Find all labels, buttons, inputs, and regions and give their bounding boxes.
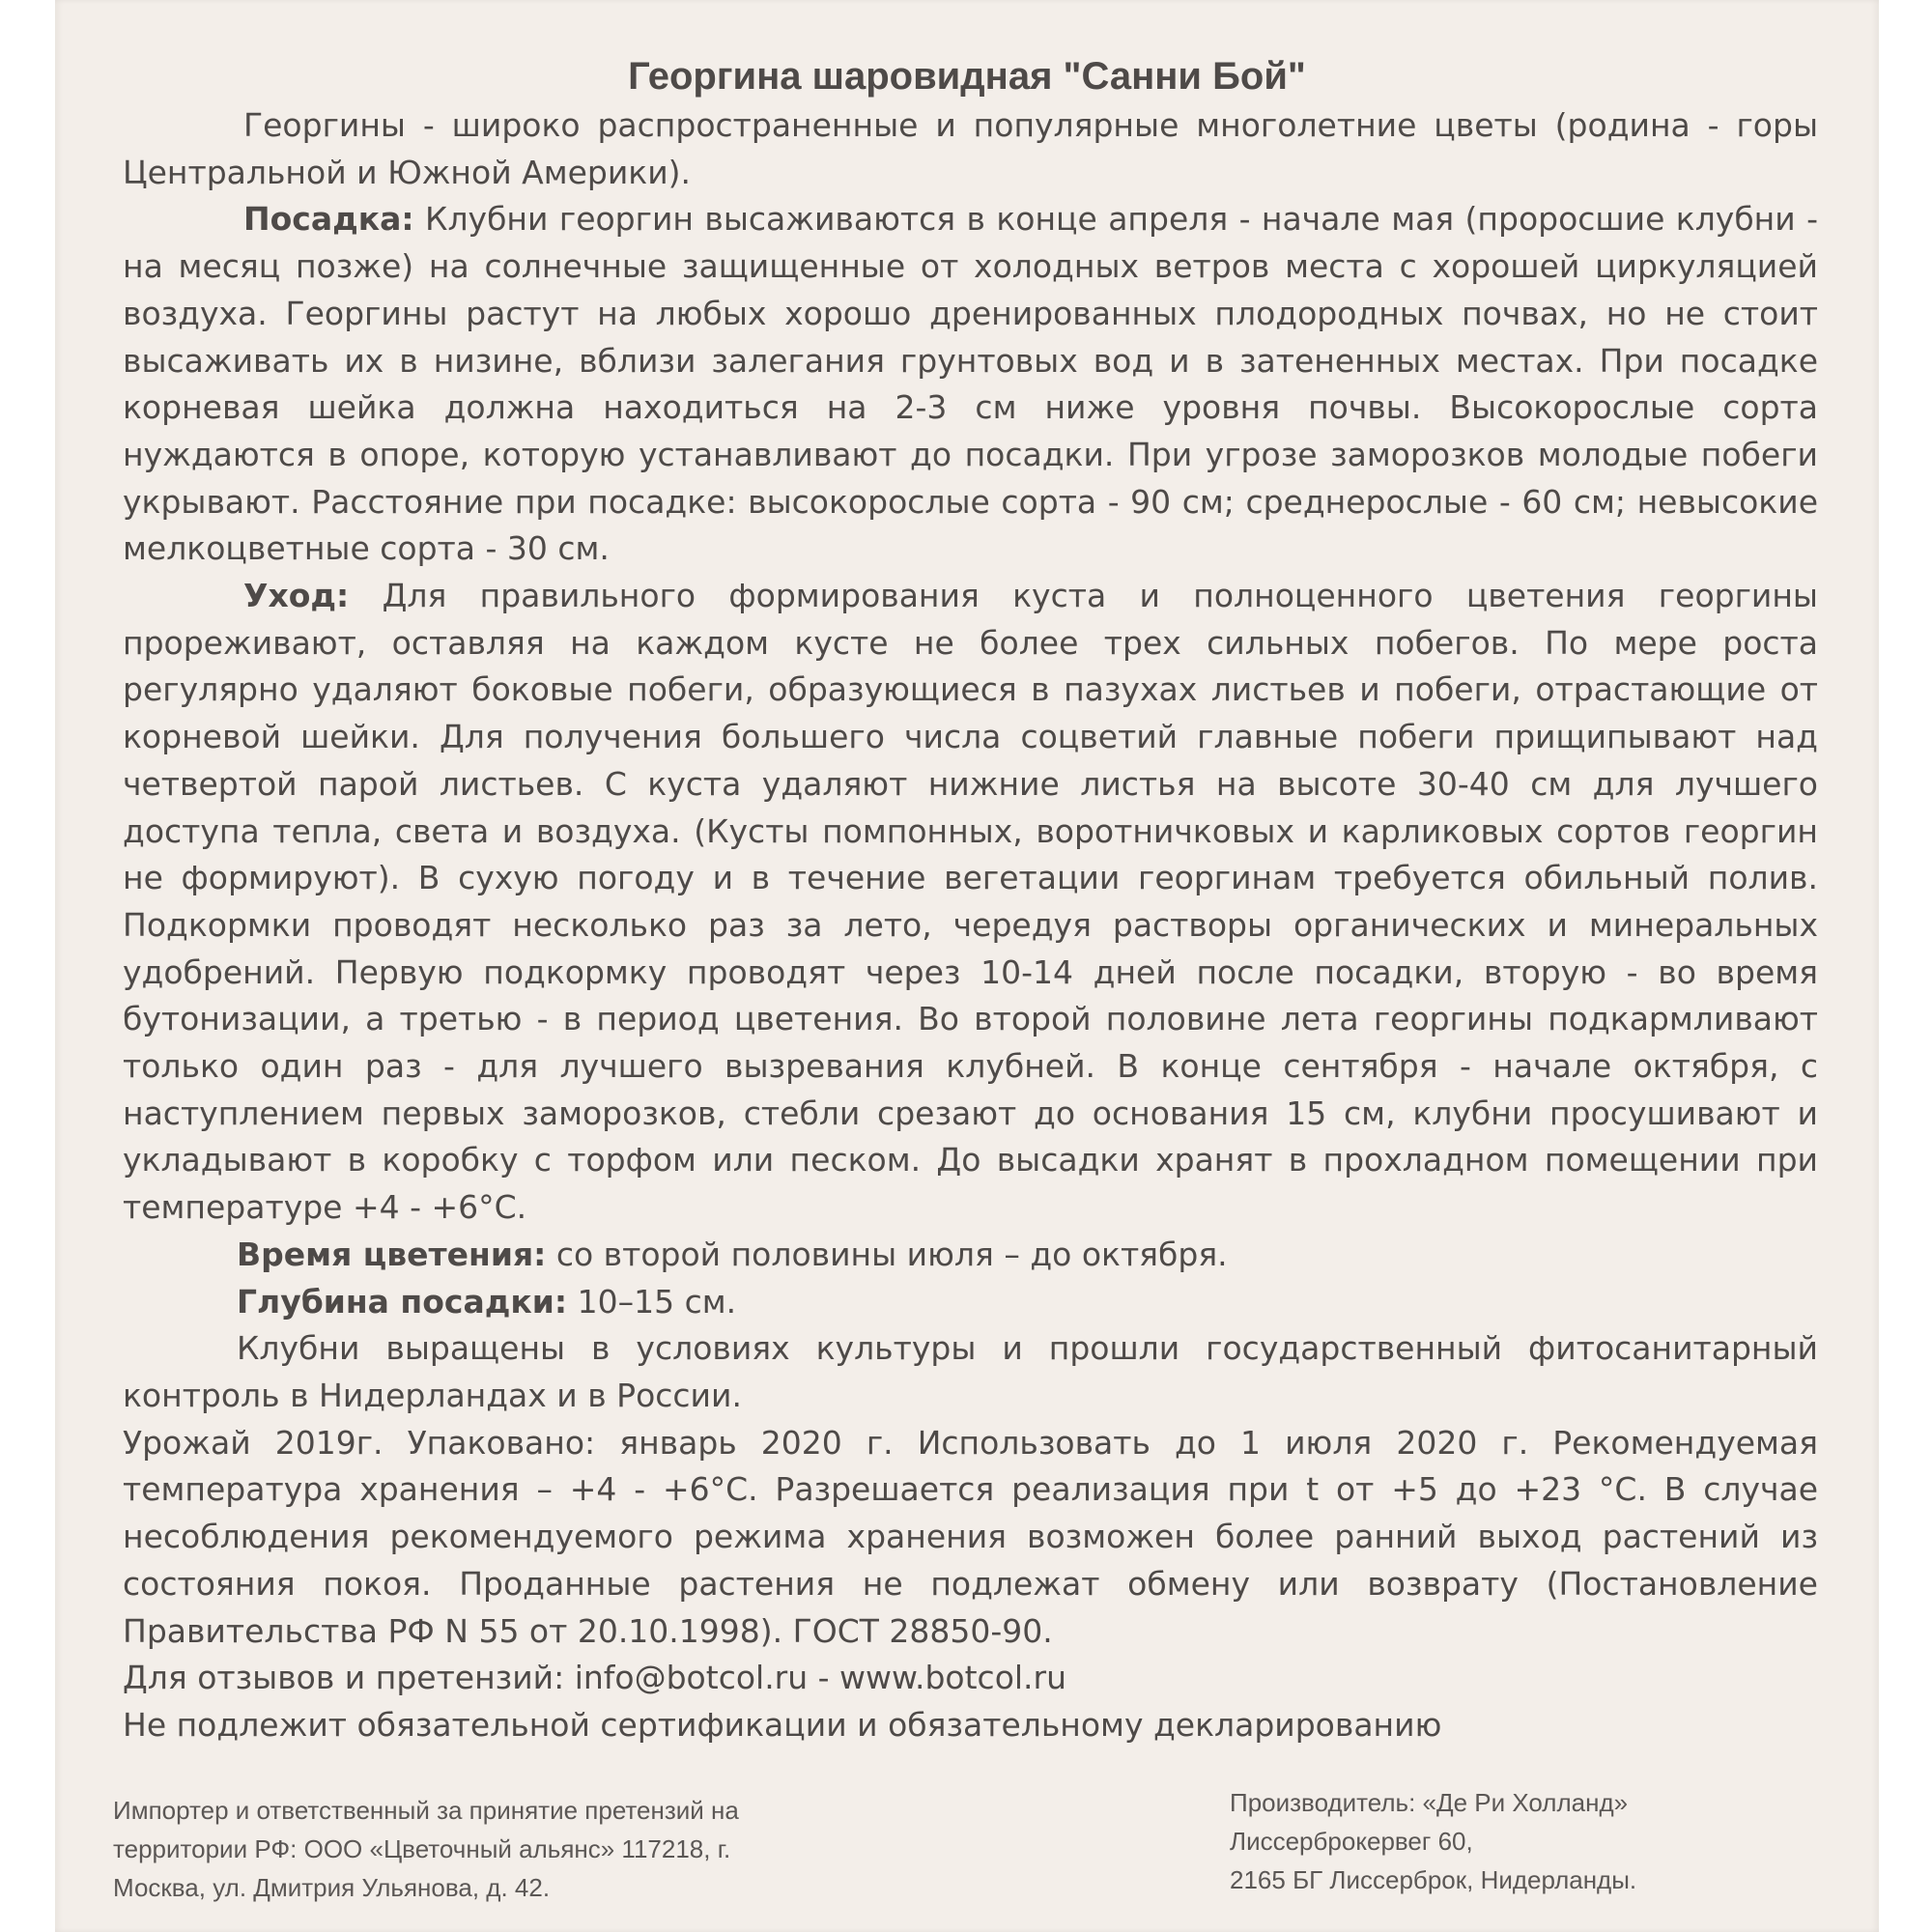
importer-line: Москва, ул. Дмитрия Ульянова, д. 42.	[113, 1873, 551, 1902]
planting-paragraph	[123, 196, 1818, 573]
bloom-label: Время цветения:	[237, 1235, 547, 1273]
package-label	[55, 0, 1879, 1932]
manufacturer-block	[1230, 1783, 1829, 1899]
importer-line: Импортер и ответственный за принятие претензий на	[113, 1796, 739, 1825]
manufacturer-line: 2165 БГ Лиссерброк, Нидерланды.	[1230, 1865, 1637, 1894]
care-label: Уход:	[243, 577, 350, 615]
importer-line: территории РФ: ООО «Цветочный альянс» 117218, г.	[113, 1834, 731, 1863]
page-title: Георгина шаровидная "Санни Бой"	[628, 55, 1306, 98]
care-paragraph	[123, 573, 1818, 1232]
planting-label: Посадка:	[243, 200, 414, 239]
bloom-line	[123, 1232, 1818, 1279]
harvest-paragraph: Урожай 2019г. Упаковано: январь 2020 г. Использовать до 1 июля 2020 г. Рекомендуемая температура хранения – +4 - +6°C. Разрешается реализация при t от +5 до +23 °C. В случае несоблюдения рекомендуемого режима хранения возможен более ранний выход растений из состояния покоя. Проданные растения не подлежат обмену или возврату (Постановление Правительства РФ N 55 от 20.10.1998). ГОСТ 28850-90.	[123, 1423, 1818, 1650]
care-text: Для правильного формирования куста и полноценного цветения георгины прореживают, оставляя на каждом кусте не более трех сильных побегов. По мере роста регулярно удаляют боковые побеги, образующиеся в пазухах листьев и побеги, отрастающие от корневой шейки. Для получения большего числа соцветий главные побеги прищипывают над четвертой парой листьев. С куста удаляют нижние листья на высоте 30-40 см для лучшего доступа тепла, света и воздуха. (Кусты помпонных, воротничковых и карликовых сортов георгин не формируют). В сухую погоду и в течение вегетации георгинам требуется обильный полив. Подкормки проводят несколько раз за лето, чередуя растворы органических и минеральных удобрений. Первую подкормку проводят через 10-14 дней после посадки, вторую - во время бутонизации, а третью - в период цветения. Во второй половине лета георгины подкармливают только один раз - для лучшего вызревания клубней. В конце сентября - начале октября, с наступлением первых заморозков, стебли срезают до основания 15 см, клубни просушивают и укладывают в коробку с торфом или песком. До высадки хранят в прохладном помещении при температуре +4 - +6°C.	[123, 577, 1818, 1227]
depth-text: 10–15 см.	[567, 1282, 737, 1321]
contacts-line: Для отзывов и претензий: info@botcol.ru - www.botcol.ru	[123, 1659, 1067, 1697]
certification-line: Не подлежит обязательной сертификации и обязательному декларированию	[123, 1705, 1442, 1744]
description-body	[123, 102, 1818, 1749]
manufacturer-line: Производитель: «Де Ри Холланд»	[1230, 1788, 1629, 1817]
manufacturer-line: Лиссерброкервег 60,	[1230, 1827, 1473, 1856]
planting-text: Клубни георгин высаживаются в конце апреля - начале мая (проросшие клубни - на месяц позже) на солнечные защищенные от холодных ветров места с хорошей циркуляцией воздуха. Георгины растут на любых хорошо дренированных плодородных почвах, но не стоит высаживать их в низине, вблизи залегания грунтовых вод и в затененных местах. При посадке корневая шейка должна находиться на 2-3 см ниже уровня почвы. Высокорослые сорта нуждаются в опоре, которую устанавливают до посадки. При угрозе заморозков молодые побеги укрывают. Расстояние при посадке: высокорослые сорта - 90 см; среднерослые - 60 см; невысокие мелкоцветные сорта - 30 см.	[123, 200, 1818, 568]
depth-label: Глубина посадки:	[237, 1282, 568, 1321]
importer-block	[113, 1791, 905, 1907]
bloom-text: со второй половины июля – до октября.	[546, 1235, 1228, 1273]
depth-line	[123, 1279, 1818, 1326]
phytosanitary-paragraph: Клубни выращены в условиях культуры и прошли государственный фитосанитарный контроль в Нидерландах и в России.	[123, 1329, 1818, 1414]
intro-paragraph: Георгины - широко распространенные и популярные многолетние цветы (родина - горы Центральной и Южной Америки).	[123, 106, 1818, 191]
